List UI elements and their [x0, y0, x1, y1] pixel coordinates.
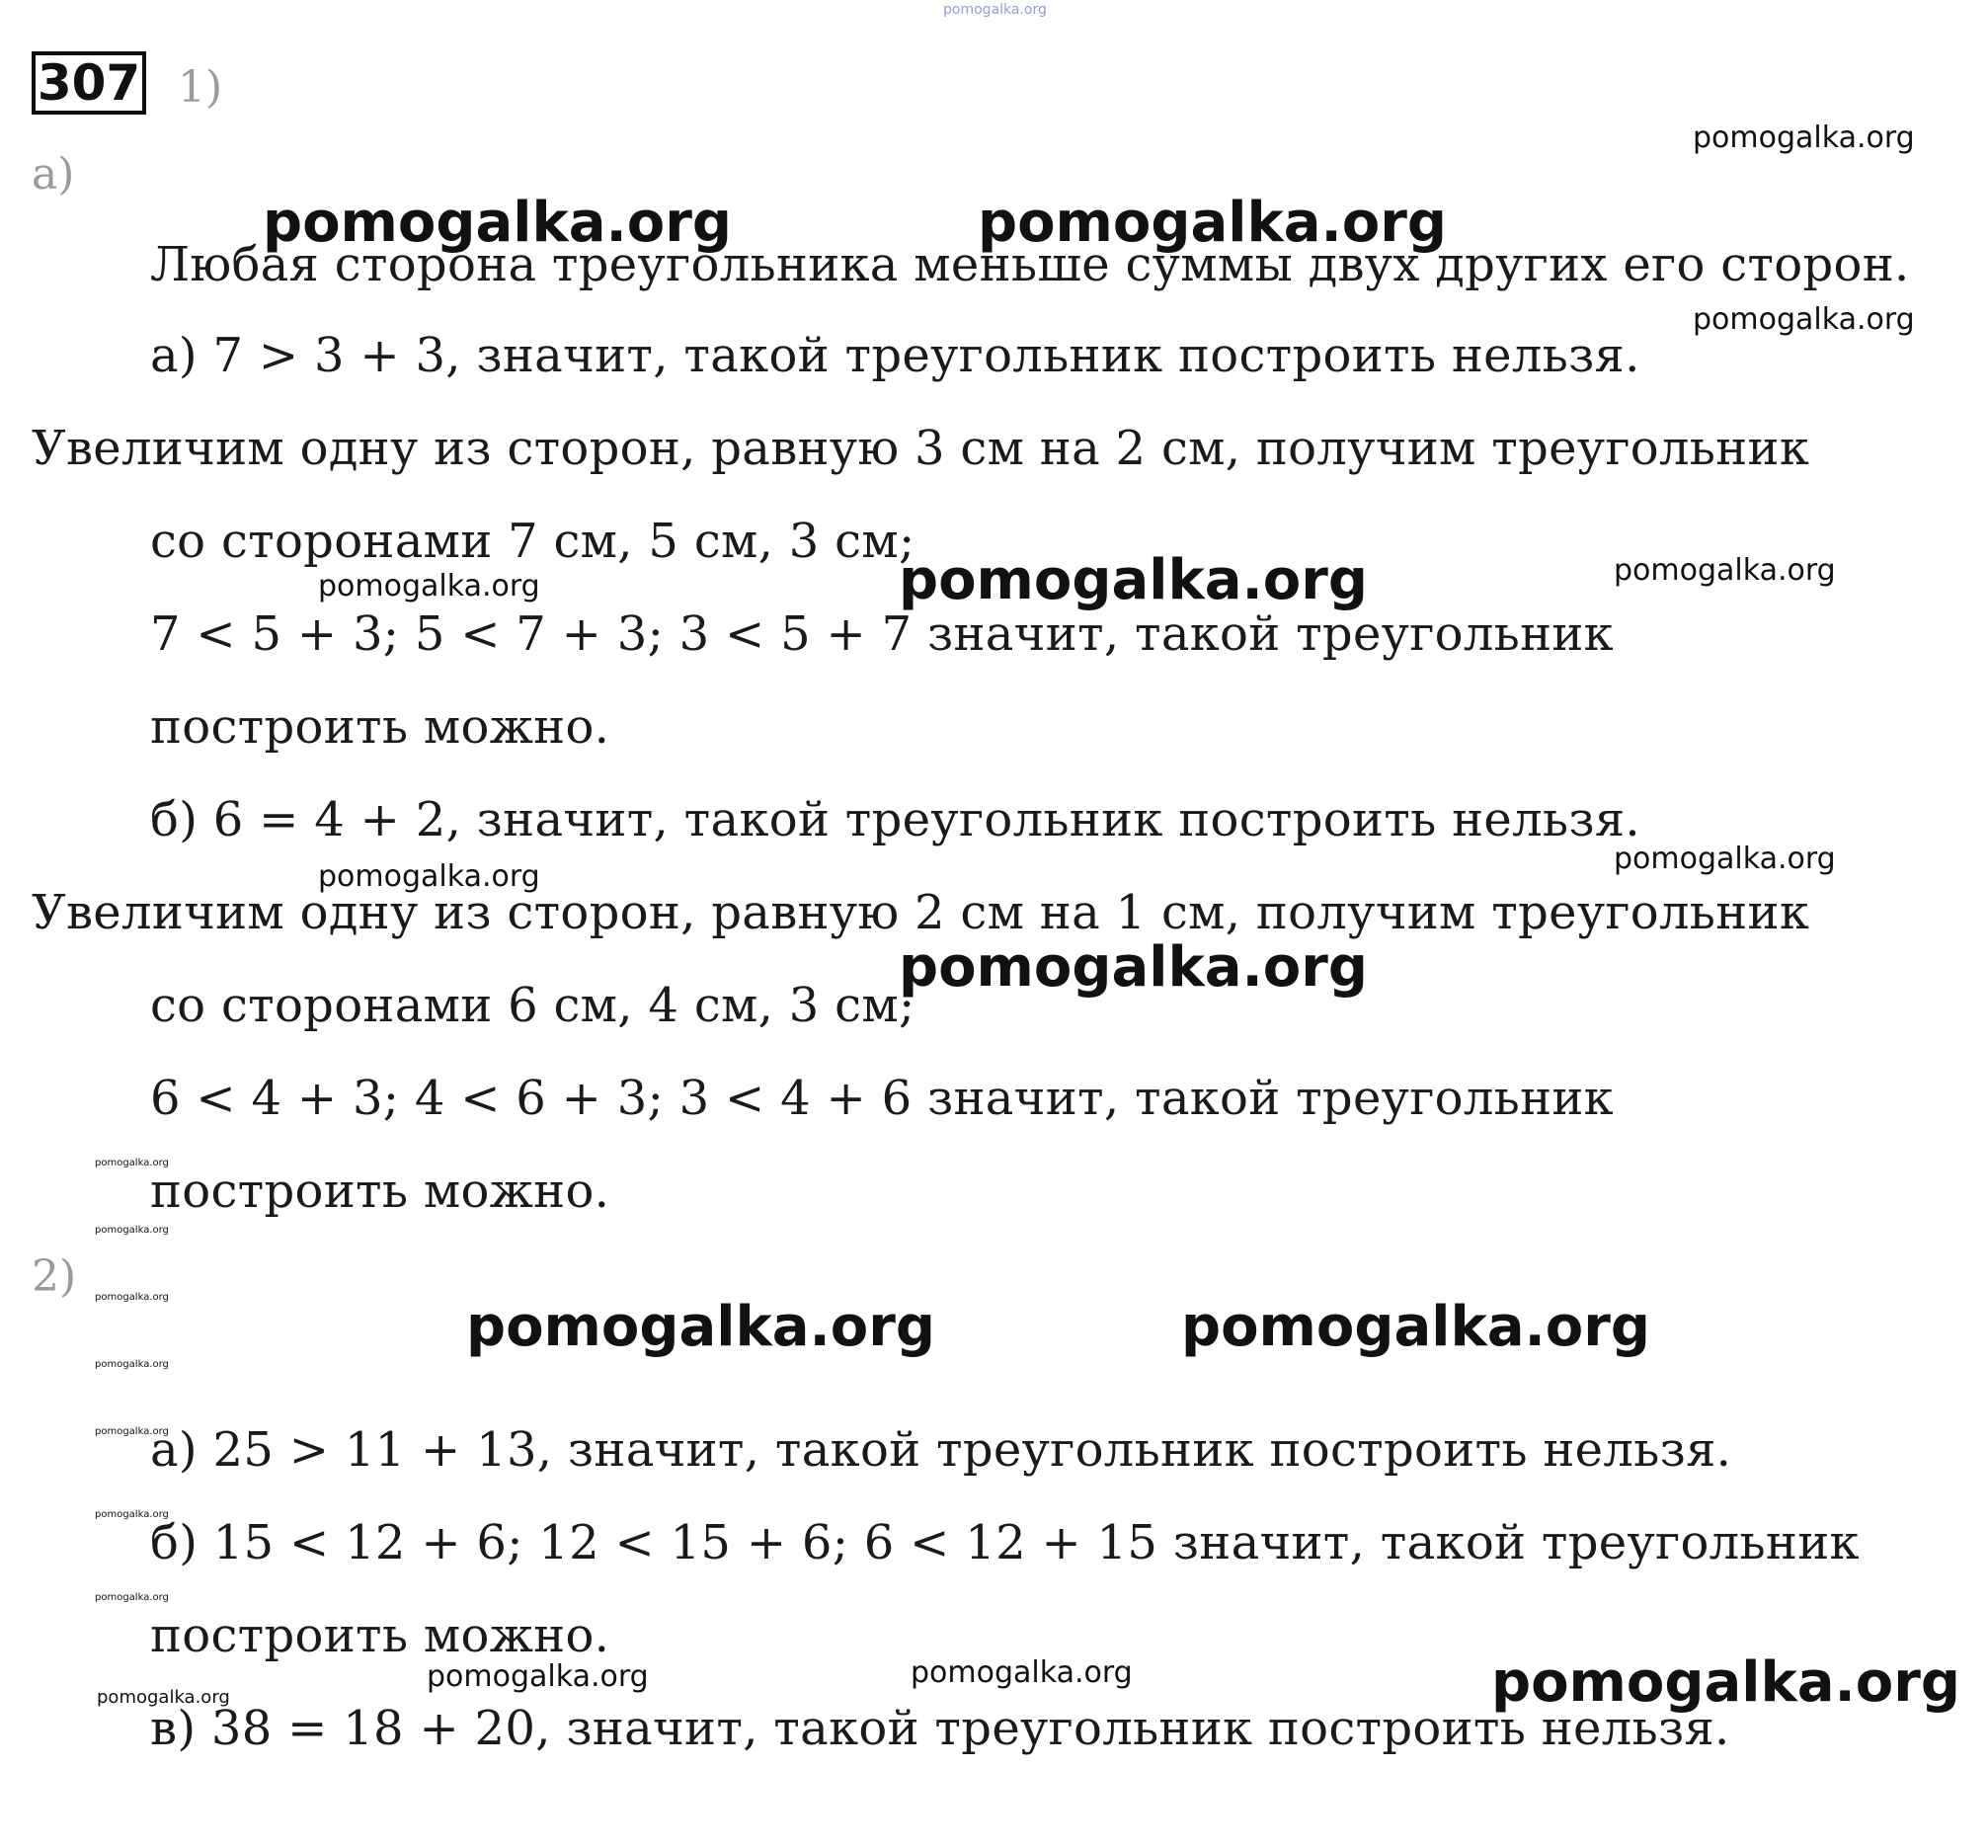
sub-a-label: а): [32, 149, 75, 200]
line-1b-check: 6 < 4 + 3; 4 < 6 + 3; 3 < 4 + 6 значит, такой треугольник: [150, 1071, 1614, 1126]
watermark: pomogalka.org: [95, 1592, 169, 1603]
watermark: pomogalka.org: [911, 1655, 1133, 1690]
line-1a-result: построить можно.: [150, 699, 610, 755]
line-2b: б) 15 < 12 + 6; 12 < 15 + 6; 6 < 12 + 15 значит, такой треугольник: [150, 1515, 1860, 1570]
watermark: pomogalka.org: [95, 1509, 169, 1520]
watermark: pomogalka.org: [95, 1359, 169, 1370]
watermark: pomogalka.org: [318, 569, 540, 603]
watermark: pomogalka.org: [95, 1225, 169, 1236]
watermark: pomogalka.org: [318, 859, 540, 894]
watermark: pomogalka.org: [427, 1659, 649, 1694]
part-1-label: 1): [178, 62, 223, 113]
watermark-top: pomogalka.org: [943, 2, 1047, 18]
watermark: pomogalka.org: [97, 1687, 230, 1708]
problem-number: 307: [32, 51, 146, 115]
watermark: pomogalka.org: [1491, 1650, 1960, 1715]
watermark: pomogalka.org: [95, 1292, 169, 1303]
line-2b-result: построить можно.: [150, 1608, 610, 1663]
line-1b-increase: Увеличим одну из сторон, равную 2 см на 1 см, получим треугольник: [32, 885, 1810, 940]
watermark: pomogalka.org: [899, 935, 1368, 1000]
line-1a: а) 7 > 3 + 3, значит, такой треугольник построить нельзя.: [150, 328, 1640, 383]
part-2-label: 2): [32, 1251, 77, 1302]
watermark: pomogalka.org: [263, 191, 732, 255]
line-2c: в) 38 = 18 + 20, значит, такой треугольник построить нельзя.: [150, 1701, 1730, 1756]
watermark: pomogalka.org: [1614, 842, 1836, 876]
watermark: pomogalka.org: [95, 1426, 169, 1437]
watermark: pomogalka.org: [95, 1158, 169, 1168]
watermark: pomogalka.org: [1181, 1295, 1650, 1359]
line-1b-result: построить можно.: [150, 1164, 610, 1219]
line-1a-sides: со сторонами 7 см, 5 см, 3 см;: [150, 514, 915, 569]
watermark: pomogalka.org: [466, 1295, 935, 1359]
line-1b: б) 6 = 4 + 2, значит, такой треугольник построить нельзя.: [150, 792, 1640, 847]
watermark: pomogalka.org: [1693, 302, 1915, 337]
line-2a: а) 25 > 11 + 13, значит, такой треугольник построить нельзя.: [150, 1422, 1732, 1478]
watermark: pomogalka.org: [1693, 121, 1915, 155]
line-1b-sides: со сторонами 6 см, 4 см, 3 см;: [150, 978, 915, 1033]
watermark: pomogalka.org: [978, 191, 1447, 255]
line-1a-increase: Увеличим одну из сторон, равную 3 см на 2 см, получим треугольник: [32, 421, 1810, 476]
rule-statement: Любая сторона треугольника меньше суммы двух других его сторон.: [150, 237, 1910, 292]
watermark: pomogalka.org: [899, 548, 1368, 612]
watermark: pomogalka.org: [1614, 553, 1836, 588]
line-1a-check: 7 < 5 + 3; 5 < 7 + 3; 3 < 5 + 7 значит, такой треугольник: [150, 606, 1614, 662]
